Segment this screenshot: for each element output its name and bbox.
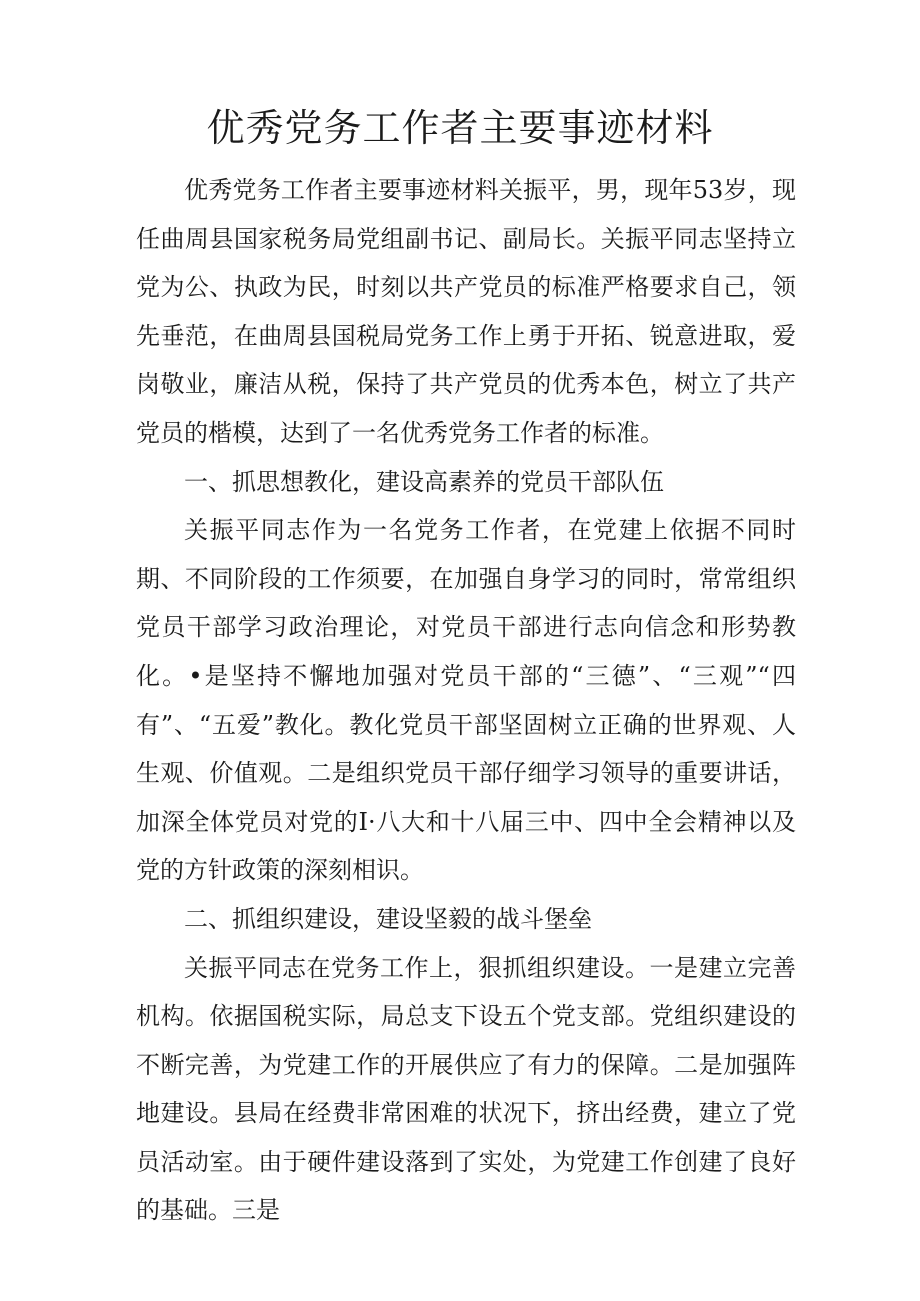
section-heading-1: 一、抓思想教化，建设高素养的党员干部队伍	[184, 467, 664, 496]
document-title: 优秀党务工作者主要事迹材料	[206, 106, 714, 150]
intro-paragraph: 优秀党务工作者主要事迹材料关振平，男，现年53岁，现任曲周县国家税务局党组副书记、副局长。关振平同志坚持立党为公、执政为民，时刻以共产党员的标准严格要求自己，领先垂范，在曲周县国税局党务工作上勇于开拓、锐意进取，爱岗敬业，廉洁从税，保持了共产党员的优秀本色，树立了共产党员的楷模，达到了一名优秀党务工作者的标准。	[136, 176, 796, 447]
document-body	[136, 166, 796, 1235]
section-2-paragraph: 关振平同志在党务工作上，狠抓组织建设。一是建立完善机构。依据国税实际，局总支下设五个党支部。党组织建设的不断完善，为党建工作的开展供应了有力的保障。二是加强阵地建设。县局在经费非常困难的状况下，挤出经费，建立了党员活动室。由于硬件建设落到了实处，为党建工作创建了良好的基础。三是	[136, 953, 796, 1225]
section-1-paragraph: 关振平同志作为一名党务工作者，在党建上依据不同时期、不同阶段的工作须要，在加强自身学习的同时，常常组织党员干部学习政治理论，对党员干部进行志向信念和形势教化。•是坚持不懈地加强对党员干部的“三德”、“三观”“四有”、“五爱”教化。教化党员干部坚固树立正确的世界观、人生观、价值观。二是组织党员干部仔细学习领导的重要讲话，加深全体党员对党的I·八大和十八届三中、四中全会精神以及党的方针政策的深刻相识。	[136, 516, 796, 885]
section-heading-2: 二、抓组织建设，建设坚毅的战斗堡垒	[184, 904, 592, 933]
